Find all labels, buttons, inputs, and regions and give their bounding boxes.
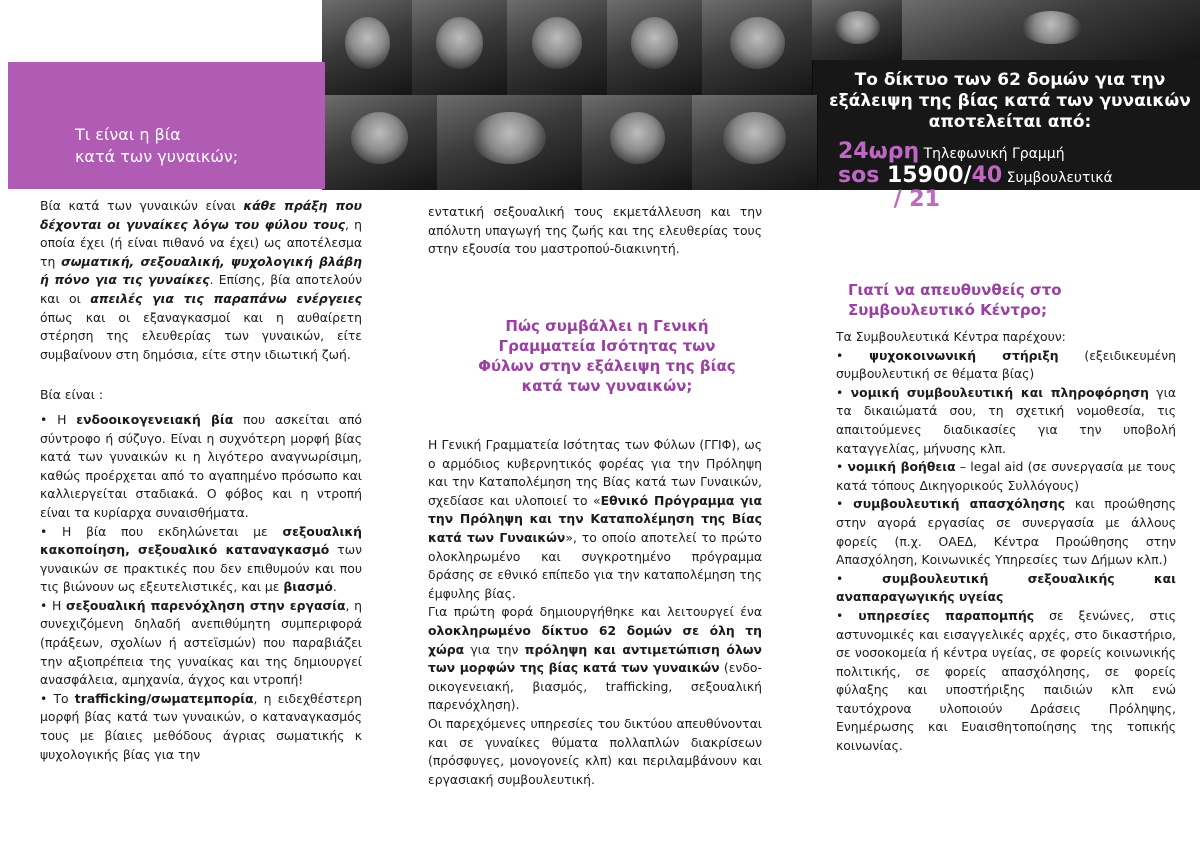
photo-portrait-8 <box>322 95 438 190</box>
bullet-sexual-abuse: • Η βία που εκδηλώνεται με σεξουαλική κακοποίηση, σεξουαλικό καταναγκασμό των γυναικών σε πρακτικές που δεν επιθυμούν και που τις βιώνουν ως εξευτελιστικές, και με βιασμό. <box>40 523 362 595</box>
service-psychosocial: • ψυχοκοινωνική στήριξη (εξειδικευμένη συμβουλευτική σε θέματα βίας) <box>836 347 1176 382</box>
middle-column <box>428 436 762 789</box>
service-legal-counsel: • νομική συμβουλευτική και πληροφόρηση για τα δικαιώματά σου, τη σχετική νομοθεσία, τις απαιτούμενες διαδικασίες για την υποβολή καταγγελίας, μήνυσης κλπ. <box>836 384 1177 456</box>
middle-section-title: Πώς συμβάλλει η Γενική Γραμματεία Ισότητας των Φύλων στην εξάλειψη της βίας κατά των γυναικών; <box>478 317 736 395</box>
photo-portrait-11 <box>692 95 818 190</box>
service-legal-aid: • νομική βοήθεια – legal aid (σε συνεργασία με τους κατά τόπους Δικηγορικούς Συλλόγους) <box>836 459 1176 493</box>
network-title: Το δίκτυο των 62 δομών για την εξάλειψη της βίας κατά των γυναικών αποτελείται από: <box>829 70 1191 132</box>
photo-portrait-2 <box>412 0 508 95</box>
violence-is-label: Βία είναι : <box>40 387 104 403</box>
right-section-title: Γιατί να απευθυνθείς στο Συμβουλευτικό Κέντρο; <box>848 281 1062 319</box>
services-paragraph: Οι παρεχόμενες υπηρεσίες του δικτύου απευθύνονται και σε γυναίκες θύματα πολλαπλών διακρίσεων (πρόσφυγες, μονογονείς κλπ) και περιλαμβάνουν και εργασιακή συμβουλευτική. <box>428 715 762 787</box>
network-box <box>820 60 1200 260</box>
centers-line: sos 15900/40 Συμβουλευτικά <box>838 163 1113 188</box>
photo-portrait-1 <box>322 0 413 95</box>
shelters-line: Κέντρα / 21 Ξενώνες Φιλοξενίας <box>838 187 1087 212</box>
service-referral: • υπηρεσίες παραπομπής σε ξενώνες, στις αστυνομικές και εισαγγελικές αρχές, στο δικαστήριο, σε νοσοκομεία ή κέντρα υγείας, σε φορείς κοινωνικής πολιτικής, σε φορείς απασχόλησης, σε φορείς φύλαξης και υποστήριξης παιδιών κλπ ενώ ταυτόχρονα υλοποιούν Δράσεις Πρόληψης, Ενημέρωσης και Ευαισθητοποίησης της τοπικής κοινωνίας. <box>836 607 1176 754</box>
photo-portrait-4 <box>607 0 703 95</box>
photo-portrait-3 <box>507 0 608 95</box>
photo-portrait-9 <box>437 95 583 190</box>
network-paragraph: Για πρώτη φορά δημιουργήθηκε και λειτουργεί ένα ολοκληρωμένο δίκτυο 62 δομών σε όλη τη χώρα για την πρόληψη και αντιμετώπιση όλων των μορφών της βίας κατά των γυναικών (ενδο-οικογενειακή, βιασμός, trafficking, σεξουαλική παρενόχληση). <box>428 604 762 713</box>
service-employment: • συμβουλευτική απασχόλησης και προώθησης στην αγορά εργασίας σε συνεργασία με άλλους φορείς (π.χ. ΟΑΕΔ, Κέντρα Προώθησης στην Απασχόληση, Κοινωνικές Υπηρεσίες των Δήμων κλπ.) <box>836 496 1177 568</box>
photo-portrait-7 <box>902 0 1200 60</box>
bullet-domestic: • Η ενδοοικογενειακή βία που ασκείται από σύντροφο ή σύζυγο. Είναι η συχνότερη μορφή βίας κατά των γυναικών κι η λιγότερο αναγνωρίσιμη, καθώς προέρχεται από το αγαπημένο πρόσωπο και καλλιεργείται σταδιακά. Ο φόβος και η ντροπή είναι τα κυρίαρχα συναισθήματα. <box>40 411 362 520</box>
service-reproductive-health: • συμβουλευτική σεξουαλικής και αναπαραγωγικής υγείας <box>836 570 1176 605</box>
bullet-harassment: • Η σεξουαλική παρενόχληση στην εργασία, η συνεχιζόμενη δηλαδή ανεπιθύμητη συμπεριφορά (πράξεων, σχολίων ή αστεϊσμών) που παραβιάζει την αξιοπρέπεια της γυναίκας και της δημιουργεί ανασφάλεια, αμηχανία, άγχος και ντροπή! <box>40 597 362 688</box>
right-column <box>836 328 1176 756</box>
ggif-paragraph: Η Γενική Γραμματεία Ισότητας των Φύλων (ΓΓΙΦ), ως ο αρμόδιος κυβερνητικός φορέας για την Πρόληψη και την Καταπολέμηση της Βίας κατά των Γυναικών, σχεδίασε και υλοποιεί το «Εθνικό Πρόγραμμα για την Πρόληψη και την Καταπολέμηση της Βίας κατά των Γυναικών», το οποίο αποτελεί το πρώτο ολοκληρωμένο και συγκροτημένο πρόγραμμα δράσης σε εθνικό επίπεδο για την καταπολέμηση της έμφυλης βίας. <box>428 437 762 601</box>
intro-paragraph: Βία κατά των γυναικών είναι κάθε πράξη που δέχονται οι γυναίκες λόγω του φύλου τους, η οποία έχει (ή είναι πιθανό να έχει) ως αποτέλεσμα τη σωματική, σεξουαλική, ψυχολογική βλάβη ή πόνο για τις γυναίκες. Επίσης, βία αποτελούν και οι απειλές για τις παραπάνω ενέργειες όπως και οι εξαναγκασμοί και η αυθαίρετη στέρηση της ελευθερίας των γυναικών, είτε συμβαίνουν στη δημόσια, είτε στην ιδιωτική ζωή. <box>40 198 363 362</box>
bullet-trafficking: • Το trafficking/σωματεμπορία, η ειδεχθέστερη μορφή βίας κατά των γυναικών, ο καταναγκασμός τους με βίαιες μεθόδους άγριας σωματικής κ ψυχολογικής βίας για την <box>40 690 362 762</box>
photo-portrait-10 <box>582 95 693 190</box>
hotline-line: 24ωρη Τηλεφωνική Γραμμή <box>838 139 1065 164</box>
left-column <box>40 197 362 764</box>
network-list <box>820 141 1200 235</box>
photo-portrait-6 <box>812 0 903 60</box>
victims-line: γυναικών θυμάτων βίας <box>838 216 1007 232</box>
photo-portrait-5 <box>702 0 813 95</box>
provide-label: Τα Συμβουλευτικά Κέντρα παρέχουν: <box>836 329 1066 344</box>
middle-continuation: εντατική σεξουαλική τους εκμετάλλευση και την απόλυτη υπαγωγή της ζωής και της ελευθερίας τους στην εξουσία του μαστροπού-διακινητή. <box>428 204 762 257</box>
left-section-title: Τι είναι η βία κατά των γυναικών; <box>75 125 239 166</box>
